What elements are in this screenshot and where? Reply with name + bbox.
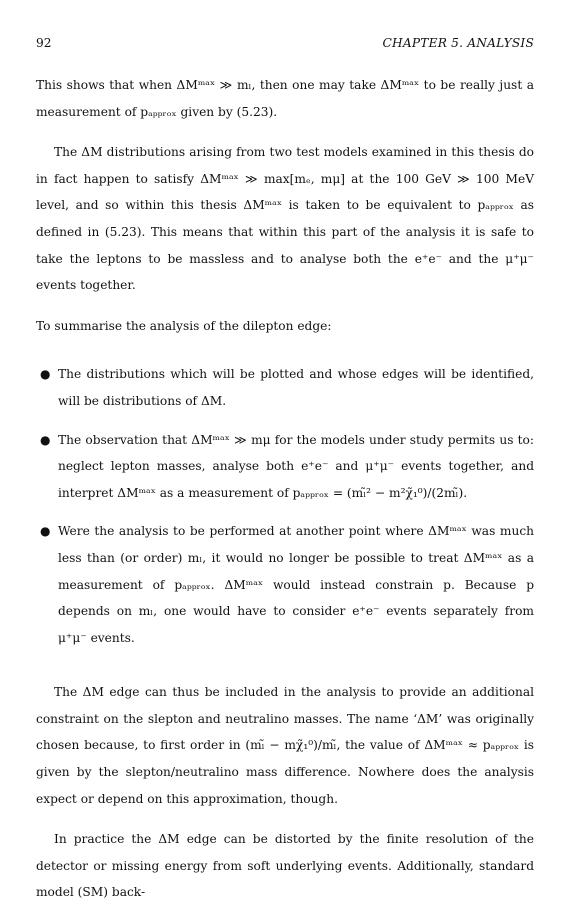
- list-item-text: Were the analysis to be performed at another point where ΔMᵐᵃˣ was much less than (or order) mₗ, it would no longer be possible to treat ΔMᵐᵃˣ as a measurement of pₐₚₚᵣₒₓ. ΔMᵐᵃˣ would instead constrain p. Because p depends on mₗ, one would have to consider e⁺e⁻ events separately from μ⁺μ⁻ events.: [58, 524, 534, 645]
- chapter-title: CHAPTER 5. ANALYSIS: [382, 36, 534, 50]
- list-item-text: The distributions which will be plotted and whose edges will be identified, will be distributions of ΔM.: [58, 367, 534, 408]
- bullet-icon: ●: [40, 432, 51, 447]
- document-page: [36, 36, 534, 920]
- body-paragraph: The ΔM edge can thus be included in the analysis to provide an additional constraint on the slepton and neutralino masses. The name ‘ΔM’ was originally chosen because, to first order in (mₗ̃ − mχ̃₁⁰)/mₗ̃, the value of ΔMᵐᵃˣ ≈ pₐₚₚᵣₒₓ is given by the slepton/neutralino mass difference. Nowhere does the analysis expect or depend on this approximation, though.: [36, 685, 534, 806]
- running-header: [36, 36, 534, 56]
- page-number: 92: [36, 36, 52, 50]
- bullet-icon: ●: [40, 524, 51, 539]
- body-paragraph: To summarise the analysis of the dilepton edge:: [36, 318, 332, 333]
- bullet-icon: ●: [40, 367, 51, 382]
- list-item: [36, 361, 534, 414]
- body-paragraph: This shows that when ΔMᵐᵃˣ ≫ mₗ, then one may take ΔMᵐᵃˣ to be really just a measurement of pₐₚₚᵣₒₓ given by (5.23).: [36, 78, 534, 119]
- list-item: [36, 518, 534, 651]
- list-item: [36, 427, 534, 507]
- body-paragraph: In practice the ΔM edge can be distorted by the finite resolution of the detector or missing energy from soft underlying events. Additionally, standard model (SM) back-: [36, 832, 534, 900]
- body-paragraph: The ΔM distributions arising from two test models examined in this thesis do in fact happen to satisfy ΔMᵐᵃˣ ≫ max[mₑ, mμ] at the 100 GeV ≫ 100 MeV level, and so within this thesis ΔMᵐᵃˣ is taken to be equivalent to pₐₚₚᵣₒₓ as defined in (5.23). This means that within this part of the analysis it is safe to take the leptons to be massless and to analyse both the e⁺e⁻ and the μ⁺μ⁻ events together.: [36, 145, 534, 293]
- summary-list: [36, 361, 534, 651]
- list-item-text: The observation that ΔMᵐᵃˣ ≫ mμ for the models under study permits us to: neglect lepton masses, analyse both e⁺e⁻ and μ⁺μ⁻ events together, and interpret ΔMᵐᵃˣ as a measurement of pₐₚₚᵣₒₓ = (mₗ̃² − m²χ̃₁⁰)/(2mₗ̃).: [58, 432, 534, 500]
